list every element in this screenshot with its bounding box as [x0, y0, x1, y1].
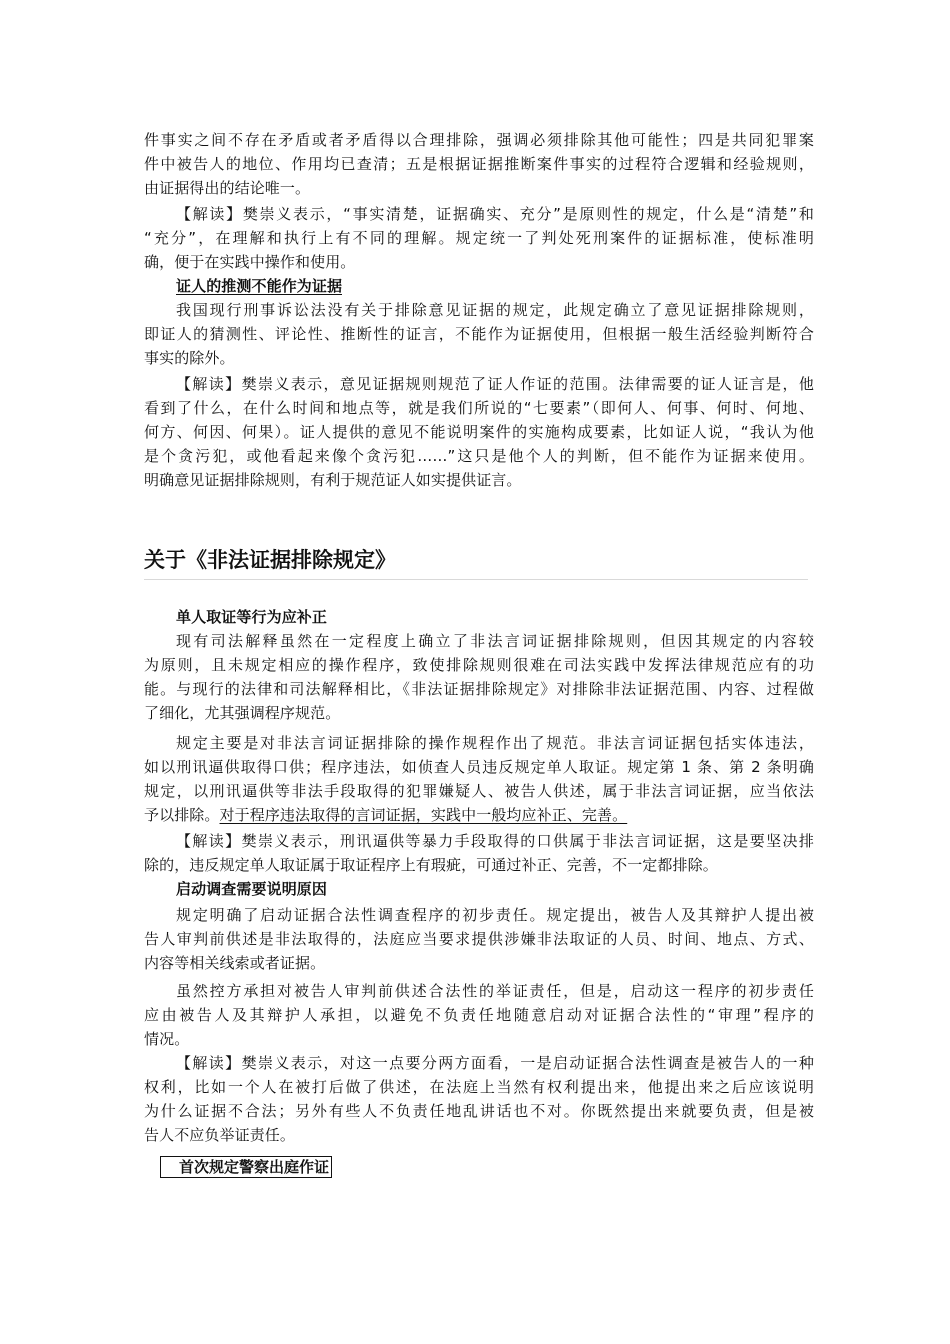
text-line: 能。与现行的法律和司法解释相比，《非法证据排除规定》对排除非法证据范围、内容、过程做 [144, 680, 814, 698]
text-line: 件事实之间不存在矛盾或者矛盾得以合理排除，强调必须排除其他可能性；四是共同犯罪案 [144, 131, 814, 149]
text-line: 【解读】樊崇义表示，“事实清楚，证据确实、充分”是原则性的规定，什么是“清楚”和 [176, 205, 814, 223]
text-line: 是个贪污犯，或他看起来像个贪污犯……”这只是他个人的判断，但不能作为证据来使用。 [144, 447, 814, 465]
text-line: 应由被告人及其辩护人承担，以避免不负责任地随意启动对证据合法性的“审理”程序的 [144, 1006, 814, 1024]
section-title: 关于《非法证据排除规定》 [144, 548, 396, 572]
text-line: 规定明确了启动证据合法性调查程序的初步责任。规定提出，被告人及其辩护人提出被 [176, 906, 814, 924]
text-line: 为原则，且未规定相应的操作程序，致使排除规则很难在司法实践中发挥法律规范应有的功 [144, 656, 814, 674]
text-line: 现有司法解释虽然在一定程度上确立了非法言词证据排除规则，但因其规定的内容较 [176, 632, 814, 650]
subheading: 启动调查需要说明原因 [176, 880, 328, 898]
text-line: 除的，违反规定单人取证属于取证程序上有瑕疵，可通过补正、完善，不一定都排除。 [144, 856, 718, 874]
text-line: 【解读】樊崇义表示，刑讯逼供等暴力手段取得的口供属于非法言词证据，这是要坚决排 [176, 832, 814, 850]
underlined-sentence: 对于程序违法取得的言词证据，实践中一般均应补正、完善。 [219, 806, 628, 824]
text-line: 为什么证据不合法；另外有些人不负责任地乱讲话也不对。你既然提出来就要负责，但是被 [144, 1102, 814, 1120]
text-line: 即证人的猜测性、评论性、推断性的证言，不能作为证据使用，但根据一般生活经验判断符合 [144, 325, 814, 343]
text-line: 内容等相关线索或者证据。 [144, 954, 326, 972]
text-line: 事实的除外。 [144, 349, 235, 367]
text-line: 由证据得出的结论唯一。 [144, 179, 311, 197]
text-line: 我国现行刑事诉讼法没有关于排除意见证据的规定，此规定确立了意见证据排除规则， [176, 301, 814, 319]
text-line: 明确意见证据排除规则，有利于规范证人如实提供证言。 [144, 471, 522, 489]
text-line: 何方、何因、何果）。证人提供的意见不能说明案件的实施构成要素，比如证人说，“我认为他 [144, 423, 814, 441]
text-span: 予以排除。 [144, 806, 220, 824]
text-line: 了细化，尤其强调程序规范。 [144, 704, 341, 722]
text-line: 虽然控方承担对被告人审判前供述合法性的举证责任，但是，启动这一程序的初步责任 [176, 982, 814, 1000]
text-line: 确，便于在实践中操作和使用。 [144, 253, 356, 271]
text-line: 【解读】樊崇义表示，意见证据规则规范了证人作证的范围。法律需要的证人证言是，他 [176, 375, 814, 393]
subheading-underlined: 证人的推测不能作为证据 [176, 277, 343, 295]
text-line: 情况。 [144, 1030, 190, 1048]
text-line: 看到了什么，在什么时间和地点等，就是我们所说的“七要素”（即何人、何事、何时、何地、 [144, 399, 814, 417]
text-line: 权利，比如一个人在被打后做了供述，在法庭上当然有权利提出来，他提出来之后应该说明 [144, 1078, 814, 1096]
section-divider [144, 579, 808, 580]
text-line: 告人不应负举证责任。 [144, 1126, 296, 1144]
text-line: 【解读】樊崇义表示，对这一点要分两方面看，一是启动证据合法性调查是被告人的一种 [176, 1054, 814, 1072]
boxed-subheading: 首次规定警察出庭作证 [160, 1156, 332, 1178]
text-line [144, 803, 814, 827]
text-line: 如以刑讯逼供取得口供；程序违法，如侦查人员违反规定单人取证。规定第 1 条、第 2 条明确 [144, 758, 814, 776]
text-line: 规定，以刑讯逼供等非法手段取得的犯罪嫌疑人、被告人供述，属于非法言词证据，应当依法 [144, 782, 814, 800]
subheading: 单人取证等行为应补正 [176, 608, 328, 626]
text-line: 告人审判前供述是非法取得的，法庭应当要求提供涉嫌非法取证的人员、时间、地点、方式、 [144, 930, 814, 948]
text-line: 规定主要是对非法言词证据排除的操作规程作出了规范。非法言词证据包括实体违法， [176, 734, 814, 752]
text-line: “充分”，在理解和执行上有不同的理解。规定统一了判处死刑案件的证据标准，使标准明 [144, 229, 814, 247]
text-line: 件中被告人的地位、作用均已查清；五是根据证据推断案件事实的过程符合逻辑和经验规则， [144, 155, 814, 173]
